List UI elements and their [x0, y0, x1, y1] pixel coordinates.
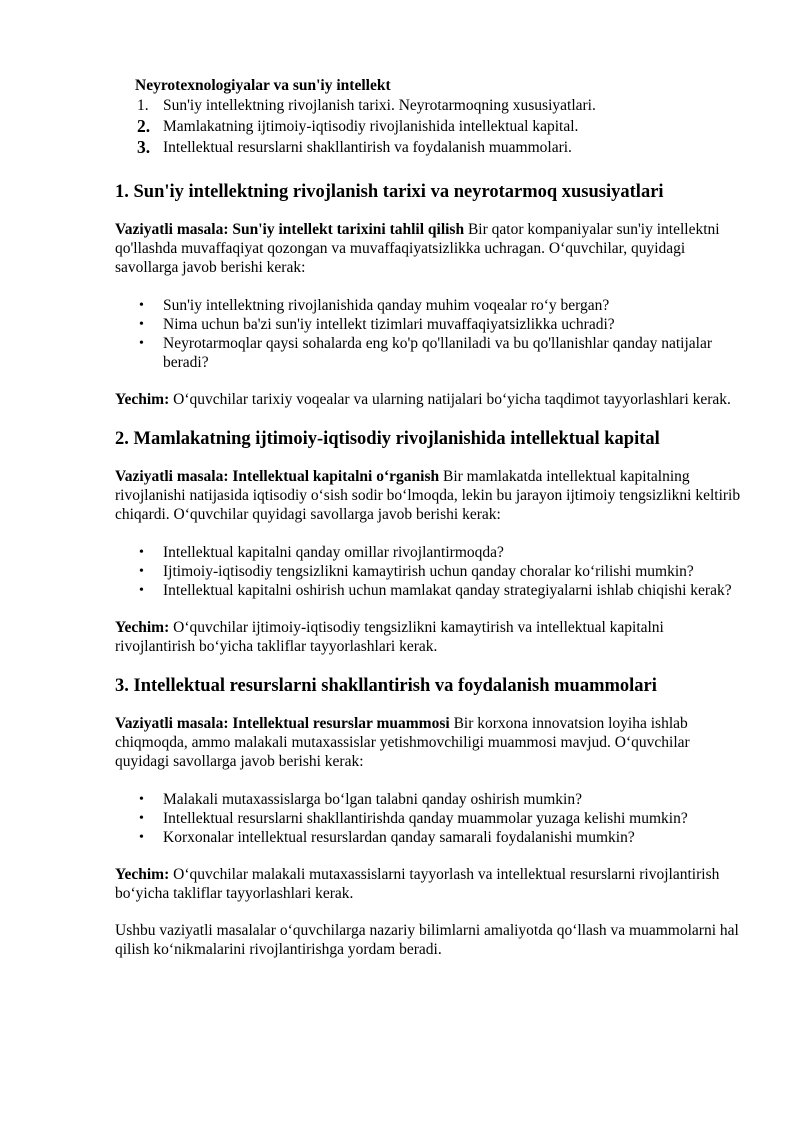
question-text: Intellektual kapitalni oshirish uchun mamlakat qanday strategiyalarni ishlab chiqishi kerak? — [163, 582, 732, 599]
task-label: Vaziyatli masala: Intellektual kapitalni o‘rganish — [115, 468, 440, 485]
conclusion-paragraph: Ushbu vaziyatli masalalar o‘quvchilarga nazariy bilimlarni amaliyotda qo‘llash va muammolarni hal qilish ko‘nikmalarini rivojlantirishga yordam beradi. — [115, 922, 739, 958]
question-list — [115, 296, 745, 372]
solution-text: O‘quvchilar tarixiy voqealar va ularning natijalari bo‘yicha taqdimot tayyorlashlari kerak. — [169, 391, 731, 408]
question-item — [115, 315, 745, 334]
toc-text: Mamlakatning ijtimoiy-iqtisodiy rivojlanishida intellektual kapital. — [163, 118, 579, 135]
task-text: Bir mamlakatda intellektual kapitalning rivojlanishi natijasida iqtisodiy o‘sish sodir bo‘lmoqda, lekin bu jarayon ijtimoiy tengsizlikni keltirib chiqardi. O‘quvchilar quyidagi savollarga javob berishi kerak: — [115, 468, 741, 523]
bullet-icon: • — [139, 811, 144, 826]
section-heading: 2. Mamlakatning ijtimoiy-iqtisodiy rivojlanishida intellektual kapital — [115, 429, 660, 449]
question-text: Neyrotarmoqlar qaysi sohalarda eng ko'p qo'llaniladi va bu qo'llanishlar qanday natijalar beradi? — [163, 335, 712, 371]
question-text: Malakali mutaxassislarga bo‘lgan talabni qanday oshirish mumkin? — [163, 791, 582, 808]
task-label: Vaziyatli masala: Intellektual resurslar muammosi — [115, 715, 450, 732]
bullet-icon: • — [139, 545, 144, 560]
toc-number: 2. — [137, 116, 151, 136]
question-text: Sun'iy intellektning rivojlanishida qanday muhim voqealar ro‘y bergan? — [163, 297, 610, 314]
document-page — [115, 76, 745, 959]
question-text: Ijtimoiy-iqtisodiy tengsizlikni kamaytirish uchun qanday choralar ko‘rilishi mumkin? — [163, 563, 694, 580]
table-of-contents — [115, 95, 745, 158]
question-text: Korxonalar intellektual resurslardan qanday samarali foydalanishi mumkin? — [163, 829, 635, 846]
task-label: Vaziyatli masala: Sun'iy intellekt tarixini tahlil qilish — [115, 221, 465, 238]
question-item — [115, 543, 745, 562]
solution-label: Yechim: — [115, 391, 170, 408]
bullet-icon: • — [139, 830, 144, 845]
question-list — [115, 543, 745, 600]
question-item — [115, 562, 745, 581]
solution-paragraph — [115, 390, 745, 409]
bullet-icon: • — [139, 298, 144, 313]
solution-text: O‘quvchilar malakali mutaxassislarni tayyorlash va intellektual resurslarni rivojlantirish bo‘yicha takliflar tayyorlashlari kerak. — [115, 866, 720, 902]
bullet-icon: • — [139, 317, 144, 332]
section-heading: 3. Intellektual resurslarni shakllantirish va foydalanish muammolari — [115, 676, 657, 696]
task-paragraph — [115, 467, 745, 524]
task-paragraph — [115, 714, 745, 771]
toc-text: Sun'iy intellektning rivojlanish tarixi. Neyrotarmoqning xususiyatlari. — [163, 97, 596, 114]
document-title: Neyrotexnologiyalar va sun'iy intellekt — [135, 77, 391, 94]
toc-item — [115, 95, 745, 116]
solution-label: Yechim: — [115, 619, 170, 636]
question-item — [115, 828, 745, 847]
toc-number: 3. — [137, 137, 151, 157]
toc-text: Intellektual resurslarni shakllantirish va foydalanish muammolari. — [163, 139, 572, 156]
question-item — [115, 809, 745, 828]
toc-number: 1. — [137, 97, 149, 114]
task-text: Bir qator kompaniyalar sun'iy intellektni qo'llashda muvaffaqiyat qozongan va muvaffaqiyatsizlikka uchragan. O‘quvchilar, quyidagi savollarga javob berishi kerak: — [115, 221, 720, 276]
task-text: Bir korxona innovatsion loyiha ishlab chiqmoqda, ammo malakali mutaxassislar yetishmovchiligi muammosi mavjud. O‘quvchilar quyidagi savollarga javob berishi kerak: — [115, 715, 690, 770]
question-text: Intellektual kapitalni qanday omillar rivojlantirmoqda? — [163, 544, 504, 561]
section-heading: 1. Sun'iy intellektning rivojlanish tarixi va neyrotarmoq xususiyatlari — [115, 182, 664, 202]
solution-label: Yechim: — [115, 866, 170, 883]
question-item — [115, 581, 745, 600]
toc-item — [115, 137, 745, 158]
bullet-icon: • — [139, 336, 144, 351]
bullet-icon: • — [139, 583, 144, 598]
solution-text: O‘quvchilar ijtimoiy-iqtisodiy tengsizlikni kamaytirish va intellektual kapitalni rivojlantirish bo‘yicha takliflar tayyorlashlari kerak. — [115, 619, 664, 655]
question-item — [115, 334, 745, 372]
question-item — [115, 296, 745, 315]
question-item — [115, 790, 745, 809]
bullet-icon: • — [139, 564, 144, 579]
toc-item — [115, 116, 745, 137]
question-list — [115, 790, 745, 847]
task-paragraph — [115, 220, 745, 277]
bullet-icon: • — [139, 792, 144, 807]
question-text: Nima uchun ba'zi sun'iy intellekt tizimlari muvaffaqiyatsizlikka uchradi? — [163, 316, 615, 333]
question-text: Intellektual resurslarni shakllantirishda qanday muammolar yuzaga kelishi mumkin? — [163, 810, 688, 827]
solution-paragraph — [115, 865, 745, 903]
solution-paragraph — [115, 618, 745, 656]
